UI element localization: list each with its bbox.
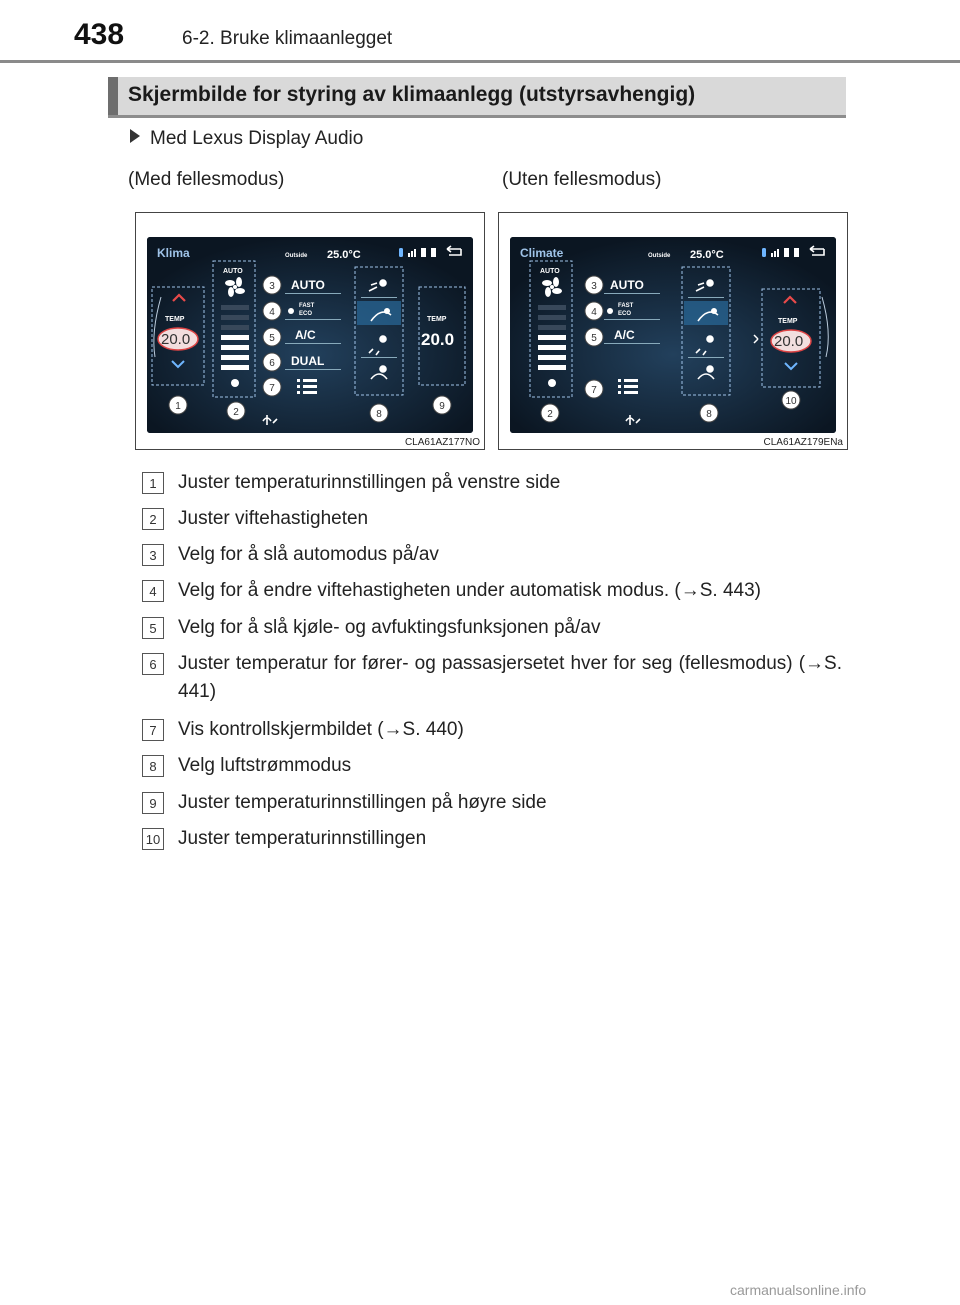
screen-title: Climate [520, 246, 564, 260]
caption-left: (Med fellesmodus) [128, 169, 285, 190]
svg-text:A/C: A/C [614, 328, 635, 342]
item-number-badge: 3 [142, 544, 164, 566]
svg-text:AUTO: AUTO [291, 278, 325, 292]
section-banner [108, 77, 846, 118]
section-title: Skjermbilde for styring av klimaanlegg (utstyrsavhengig) [128, 83, 696, 106]
menu-list-icon[interactable] [297, 379, 317, 394]
svg-text:FAST: FAST [618, 303, 634, 309]
callout-8: 8 [376, 409, 382, 420]
screen-title: Klima [157, 246, 190, 260]
auto-small-label: AUTO [223, 268, 243, 275]
figure-left [135, 212, 485, 450]
fan-small-icon [548, 379, 556, 387]
svg-text:ECO: ECO [618, 311, 632, 317]
menu-list-icon[interactable] [618, 379, 638, 394]
outside-label: Outside [648, 253, 671, 259]
callout-6: 6 [269, 358, 275, 369]
climate-screen-left [147, 237, 473, 433]
svg-text:AUTO: AUTO [610, 278, 644, 292]
header-divider [0, 60, 960, 63]
chapter-title: 6-2. Bruke klimaanlegget [182, 28, 393, 49]
page-number: 438 [74, 18, 125, 51]
triangle-bullet-icon [130, 129, 140, 143]
variant-label: Med Lexus Display Audio [150, 128, 364, 149]
callout-7: 7 [591, 385, 597, 396]
item-text: Velg for å slå automodus på/av [178, 544, 439, 565]
temp-value: 20.0 [774, 333, 804, 350]
callout-1: 1 [175, 401, 181, 412]
item-text: Juster temperatur for fører- og passasjersetet hver for seg (fellesmodus) (→S. 441) [178, 653, 842, 702]
svg-text:FAST: FAST [299, 303, 315, 309]
svg-text:A/C: A/C [295, 328, 316, 342]
callout-10: 10 [785, 396, 797, 407]
screen-left-graphic [147, 237, 473, 433]
figure-right [498, 212, 848, 450]
item-number-badge: 8 [142, 755, 164, 777]
callout-5: 5 [269, 333, 275, 344]
airflow-face-feet-icon[interactable] [357, 301, 401, 325]
svg-text:ECO: ECO [299, 311, 313, 317]
auto-small-label: AUTO [540, 268, 560, 275]
item-number-badge: 10 [142, 828, 164, 850]
item-text: Juster temperaturinnstillingen på høyre side [178, 792, 547, 813]
item-number-badge: 2 [142, 508, 164, 530]
fan-small-icon [231, 379, 239, 387]
callout-5: 5 [591, 333, 597, 344]
temp-label-left: TEMP [165, 316, 185, 323]
climate-screen-right [510, 237, 836, 433]
item-text: Juster viftehastigheten [178, 508, 369, 529]
callout-3: 3 [269, 281, 275, 292]
svg-text:DUAL: DUAL [291, 354, 325, 368]
figure-code-right: CLA61AZ179ENa [763, 437, 843, 448]
item-text: Vis kontrollskjermbildet (→S. 440) [178, 719, 464, 740]
item-number-badge: 9 [142, 792, 164, 814]
callout-7: 7 [269, 383, 275, 394]
screen-right-graphic [510, 237, 836, 433]
item-text: Velg luftstrømmodus [178, 755, 352, 776]
callout-9: 9 [439, 401, 445, 412]
variant-bullet [130, 128, 363, 150]
caption-right: (Uten fellesmodus) [502, 169, 662, 190]
item-number-badge: 6 [142, 653, 164, 675]
item-text: Velg for å endre viftehastigheten under automatisk modus. (→S. 443) [178, 580, 761, 601]
item-text: Juster temperaturinnstillingen på venstre side [178, 472, 561, 493]
callout-2: 2 [233, 407, 239, 418]
callout-2: 2 [547, 409, 553, 420]
item-text: Velg for å slå kjøle- og avfuktingsfunksjonen på/av [178, 617, 601, 638]
footer-watermark: carmanualsonline.info [730, 1282, 867, 1298]
right-temp-value: 20.0 [421, 330, 455, 349]
figure-code-left: CLA61AZ177NO [404, 437, 480, 448]
callout-3: 3 [591, 281, 597, 292]
outside-label: Outside [285, 253, 308, 259]
item-text: Juster temperaturinnstillingen [178, 828, 427, 849]
callout-4: 4 [591, 307, 597, 318]
left-temp-value: 20.0 [161, 331, 191, 348]
item-number-badge: 7 [142, 719, 164, 741]
temp-label: TEMP [778, 318, 798, 325]
outside-temp: 25.0°C [690, 249, 724, 261]
item-number-badge: 5 [142, 617, 164, 639]
temp-label-right: TEMP [427, 316, 447, 323]
banner-accent [108, 77, 118, 115]
airflow-face-feet-icon[interactable] [684, 301, 728, 325]
outside-temp: 25.0°C [327, 249, 361, 261]
item-number-badge: 1 [142, 472, 164, 494]
item-number-badge: 4 [142, 580, 164, 602]
callout-8: 8 [706, 409, 712, 420]
callout-4: 4 [269, 307, 275, 318]
